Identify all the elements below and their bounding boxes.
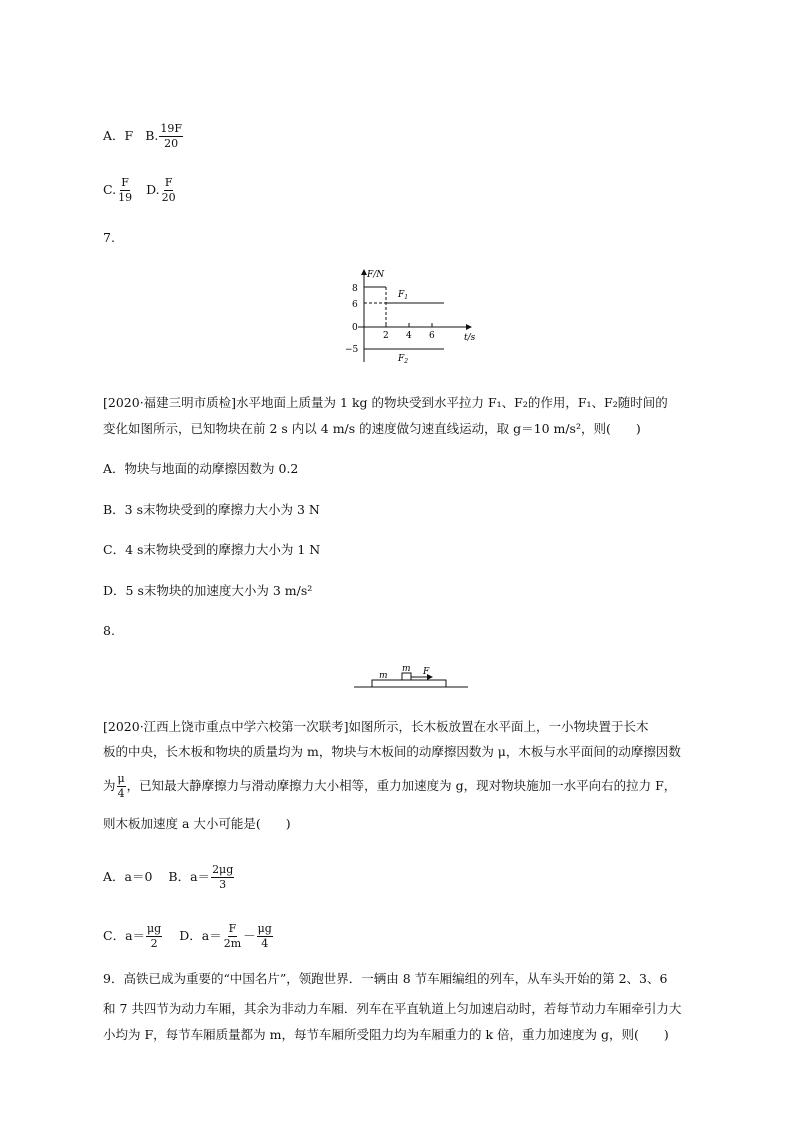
q9-line3: 小均为 F，每节车厢质量都为 m，每节车厢所受阻力均为车厢重力的 k 倍，重力加速度为 g，则( ) (103, 1027, 669, 1042)
q7-x-tick-6: 6 (429, 331, 435, 341)
q8-options-row2 (103, 922, 274, 951)
q7-y-axis-label: F/N (367, 270, 385, 280)
q7-option-b: B．3 s末物块受到的摩擦力大小为 3 N (103, 502, 320, 517)
q7-y-tick-6: 6 (352, 300, 358, 310)
q7-x-tick-2: 2 (383, 331, 389, 341)
q9-line1: 9．高铁已成为重要的“中国名片”，领跑世界．一辆由 8 节车厢编组的列车，从车头开始的第 2、3、6 (103, 971, 668, 986)
q6-option-c-fraction: $\frac{F}{19}$ (118, 176, 133, 204)
q7-option-d: D．5 s末物块的加速度大小为 3 m/s² (103, 583, 313, 598)
q6-options-row1 (103, 122, 184, 151)
q8-stem-line4: 则木板加速度 a 大小可能是( ) (103, 816, 291, 831)
q6-option-b: B. $\frac{19F}{20}$ (145, 122, 182, 150)
q7-stem-line1: [2020·福建三明市质检]水平地面上质量为 1 kg 的物块受到水平拉力 F₁、F₂的作用，F₁、F₂随时间的 (103, 395, 668, 410)
q7-y-tick-neg5: −5 (345, 345, 359, 355)
q6-option-d: D. $\frac{F}{20}$ (146, 176, 176, 204)
q7-x-axis-label: t/s (464, 333, 476, 343)
q9-line2: 和 7 共四节为动力车厢，其余为非动力车厢．列车在平直轨道上匀加速启动时，若每节动力车厢牵引力大 (103, 1001, 682, 1016)
q8-board-block-figure (352, 662, 470, 692)
q8-board (372, 680, 446, 687)
q8-option-a: A．a＝0 (103, 869, 153, 884)
q8-stem-line2: 板的中央，长木板和物块的质量均为 m，物块与木板间的动摩擦因数为 μ，木板与水平面间的动摩擦因数 (103, 744, 681, 759)
q8-number: 8. (103, 623, 115, 638)
q7-option-c: C．4 s末物块受到的摩擦力大小为 1 N (103, 542, 321, 557)
q8-block-mass-label: m (402, 664, 411, 674)
q7-y-tick-0: 0 (352, 323, 358, 333)
q8-force-label: F (423, 667, 430, 677)
q8-option-c-fraction: $\frac{\mu g}{2}$ (147, 922, 162, 950)
q7-force-time-graph (340, 266, 480, 366)
q8-option-d: D．a＝ $\frac{F}{2m}$ － $\frac{\mu g}{4}$ (179, 922, 272, 950)
q8-option-b-fraction: $\frac{2\mu g}{3}$ (212, 863, 234, 891)
q8-stem-line3: 为 $\frac{\mu}{4}$ ，已知最大静摩擦力与滑动摩擦力大小相等，重力加速度为 g，现对物块施加一水平向右的拉力 F， (103, 772, 677, 800)
q8-option-b: B．a＝ $\frac{2\mu g}{3}$ (168, 863, 234, 891)
q7-f1-label: $F_1$ (398, 290, 409, 301)
q6-option-d-fraction: $\frac{F}{20}$ (161, 176, 176, 204)
q8-option-d-fraction-1: $\frac{F}{2m}$ (223, 922, 242, 950)
q6-option-a: A．F (103, 128, 134, 143)
q7-stem-line2: 变化如图所示，已知物块在前 2 s 内以 4 m/s 的速度做匀速直线运动，取 g＝10 m/s²，则( ) (103, 421, 641, 436)
q8-block (402, 673, 411, 680)
q7-y-tick-8: 8 (352, 284, 358, 294)
q7-f2-label: $F_2$ (398, 354, 409, 365)
q7-number: 7. (103, 230, 115, 245)
q8-option-c: C．a＝ $\frac{\mu g}{2}$ (103, 922, 162, 950)
q6-option-c: C. $\frac{F}{19}$ (103, 176, 133, 204)
q8-option-d-fraction-2: $\frac{\mu g}{4}$ (257, 922, 272, 950)
q6-options-row2 (103, 176, 178, 205)
q8-board-mass-label: m (379, 671, 388, 681)
q8-mu-over-4-fraction: $\frac{\mu}{4}$ (117, 772, 125, 800)
q6-option-b-fraction: $\frac{19F}{20}$ (160, 122, 182, 150)
q7-x-tick-4: 4 (406, 331, 412, 341)
q8-options-row1 (103, 863, 235, 892)
q8-stem-line1: [2020·江西上饶市重点中学六校第一次联考]如图所示，长木板放置在水平面上，一小物块置于长木 (103, 719, 649, 734)
q7-option-a: A．物块与地面的动摩擦因数为 0.2 (103, 461, 299, 476)
